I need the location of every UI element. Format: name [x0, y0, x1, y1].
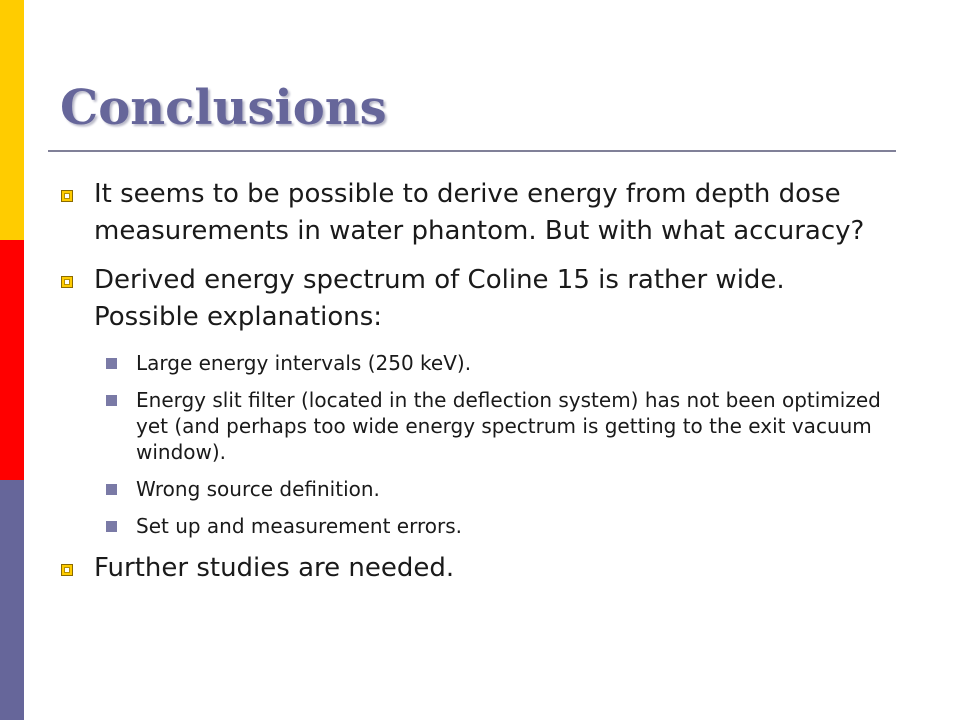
filled-square-bullet-icon [106, 395, 117, 406]
accent-bar-slate [0, 480, 24, 720]
accent-bar-red [0, 240, 24, 480]
sub-bullet-item [94, 350, 890, 376]
sub-bullet-item [94, 387, 890, 465]
hollow-square-bullet-icon [61, 276, 73, 288]
sub-bullet-text: Wrong source definition. [136, 477, 380, 501]
slide-title: Conclusions [60, 80, 387, 136]
filled-square-bullet-icon [106, 484, 117, 495]
sub-bullet-text: Set up and measurement errors. [136, 514, 462, 538]
sub-bullet-text: Large energy intervals (250 keV). [136, 351, 472, 375]
hollow-square-bullet-icon [61, 190, 73, 202]
bullet-text: It seems to be possible to derive energy from depth dose measurements in water phantom. But with what accuracy? [94, 179, 865, 246]
sub-bullet-item [94, 476, 890, 502]
filled-square-bullet-icon [106, 521, 117, 532]
title-divider [48, 150, 896, 152]
bullet-item [60, 262, 890, 539]
bullet-text: Further studies are needed. [94, 553, 455, 583]
bullet-item [60, 176, 890, 250]
sub-bullet-item [94, 513, 890, 539]
hollow-square-bullet-icon [61, 564, 73, 576]
sub-bullet-list [94, 350, 890, 539]
bullet-item [60, 550, 890, 587]
bullet-list [60, 176, 890, 587]
bullet-text: Derived energy spectrum of Coline 15 is rather wide. Possible explanations: [94, 265, 785, 332]
accent-bar-yellow [0, 0, 24, 240]
sub-bullet-text: Energy slit filter (located in the deflection system) has not been optimized yet (and perhaps too wide energy spectrum is getting to the exit vacuum window). [136, 388, 881, 464]
filled-square-bullet-icon [106, 358, 117, 369]
